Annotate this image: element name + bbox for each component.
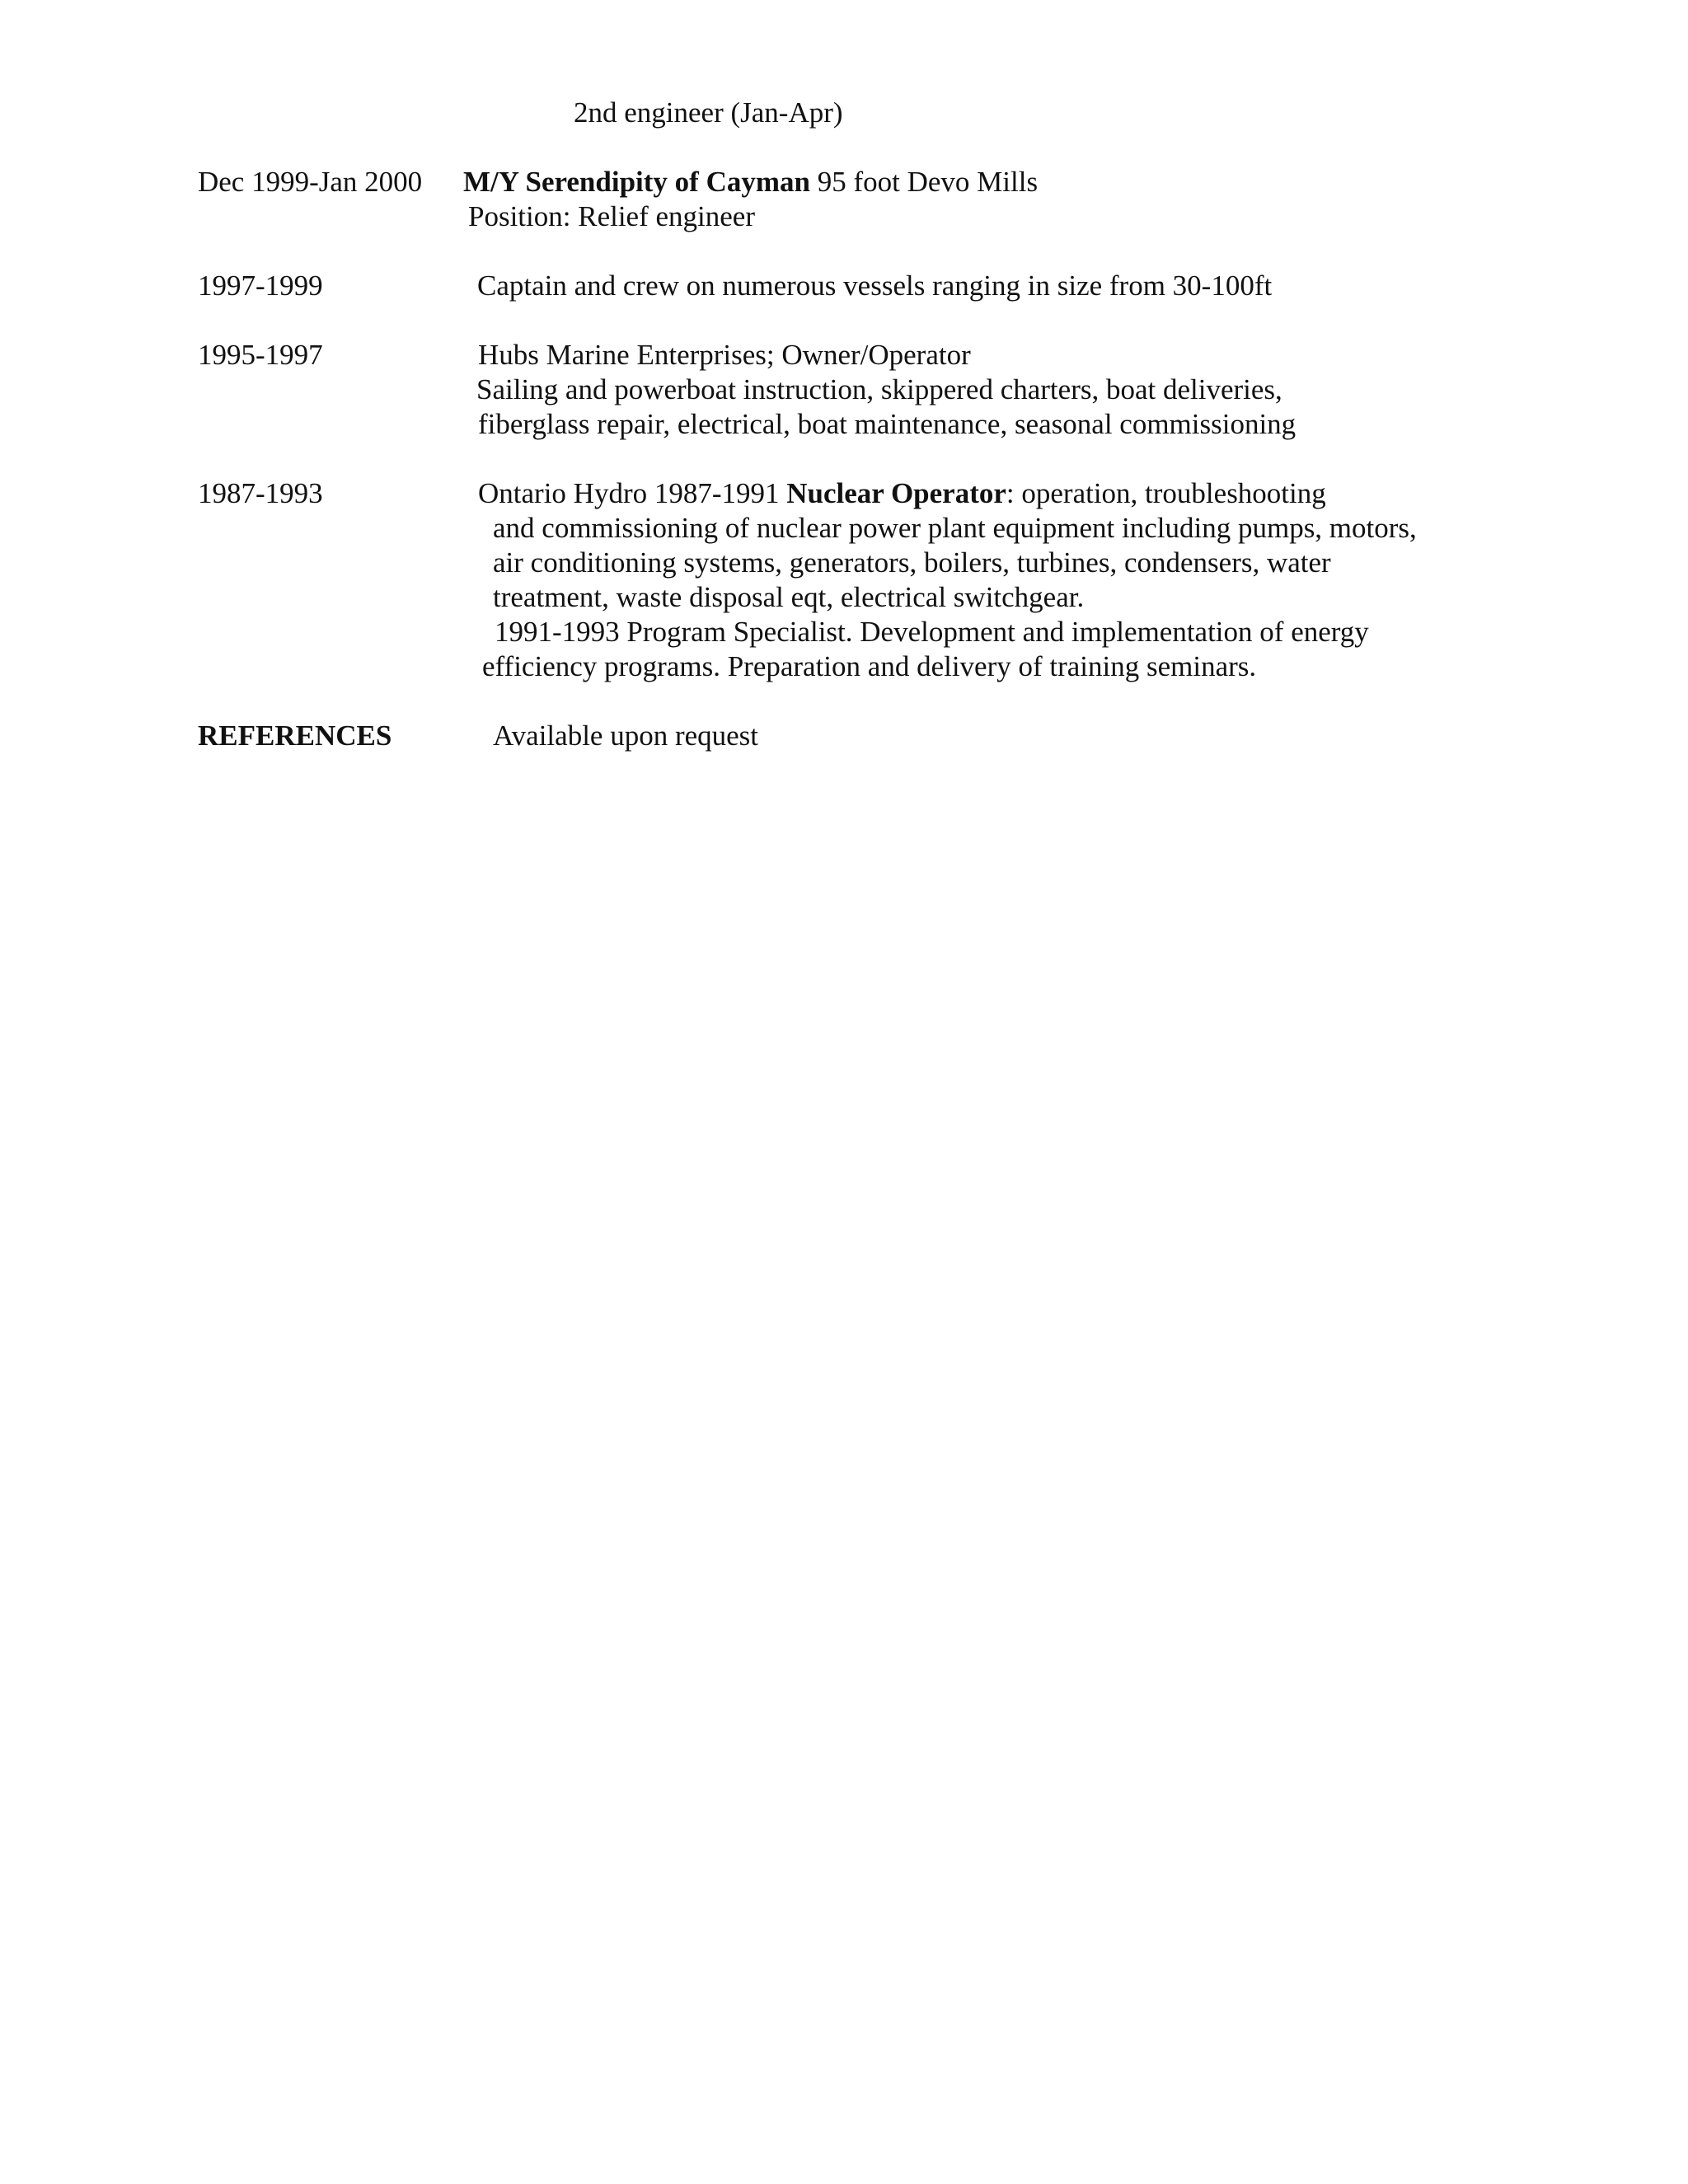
- references-text: Available upon request: [493, 719, 759, 752]
- entry-text: Sailing and powerboat instruction, skippered charters, boat deliveries,: [476, 373, 1282, 405]
- entry-text: 1991-1993 Program Specialist. Development and implementation of energy: [495, 616, 1369, 648]
- job-title: Nuclear Operator: [786, 477, 1006, 509]
- entry-date: 1987-1993: [198, 477, 323, 509]
- job-description: : operation, troubleshooting: [1006, 477, 1326, 509]
- entry-text: air conditioning systems, generators, boilers, turbines, condensers, water: [493, 546, 1331, 579]
- entry-date: 1997-1999: [198, 269, 323, 302]
- entry-text: efficiency programs. Preparation and delivery of training seminars.: [482, 650, 1257, 682]
- entry-text: and commissioning of nuclear power plant equipment including pumps, motors,: [493, 512, 1417, 544]
- references-label: REFERENCES: [198, 719, 392, 752]
- employer-text: Ontario Hydro 1987-1991: [478, 477, 787, 509]
- entry-text: treatment, waste disposal eqt, electrical switchgear.: [493, 581, 1085, 613]
- entry-date: 1995-1997: [198, 339, 323, 371]
- entry-text: Hubs Marine Enterprises; Owner/Operator: [478, 339, 971, 371]
- entry-position: Position: Relief engineer: [468, 200, 755, 232]
- entry-text: fiberglass repair, electrical, boat maintenance, seasonal commissioning: [478, 408, 1296, 440]
- entry-date: Dec 1999-Jan 2000: [198, 166, 423, 198]
- entry-text: Captain and crew on numerous vessels ranging in size from 30-100ft: [477, 269, 1273, 302]
- continuation-line: 2nd engineer (Jan-Apr): [574, 96, 843, 129]
- entry-heading: [463, 165, 1038, 199]
- vessel-description: 95 foot Devo Mills: [817, 166, 1039, 198]
- vessel-name: M/Y Serendipity of Cayman: [463, 166, 810, 198]
- entry-heading: [478, 476, 1326, 511]
